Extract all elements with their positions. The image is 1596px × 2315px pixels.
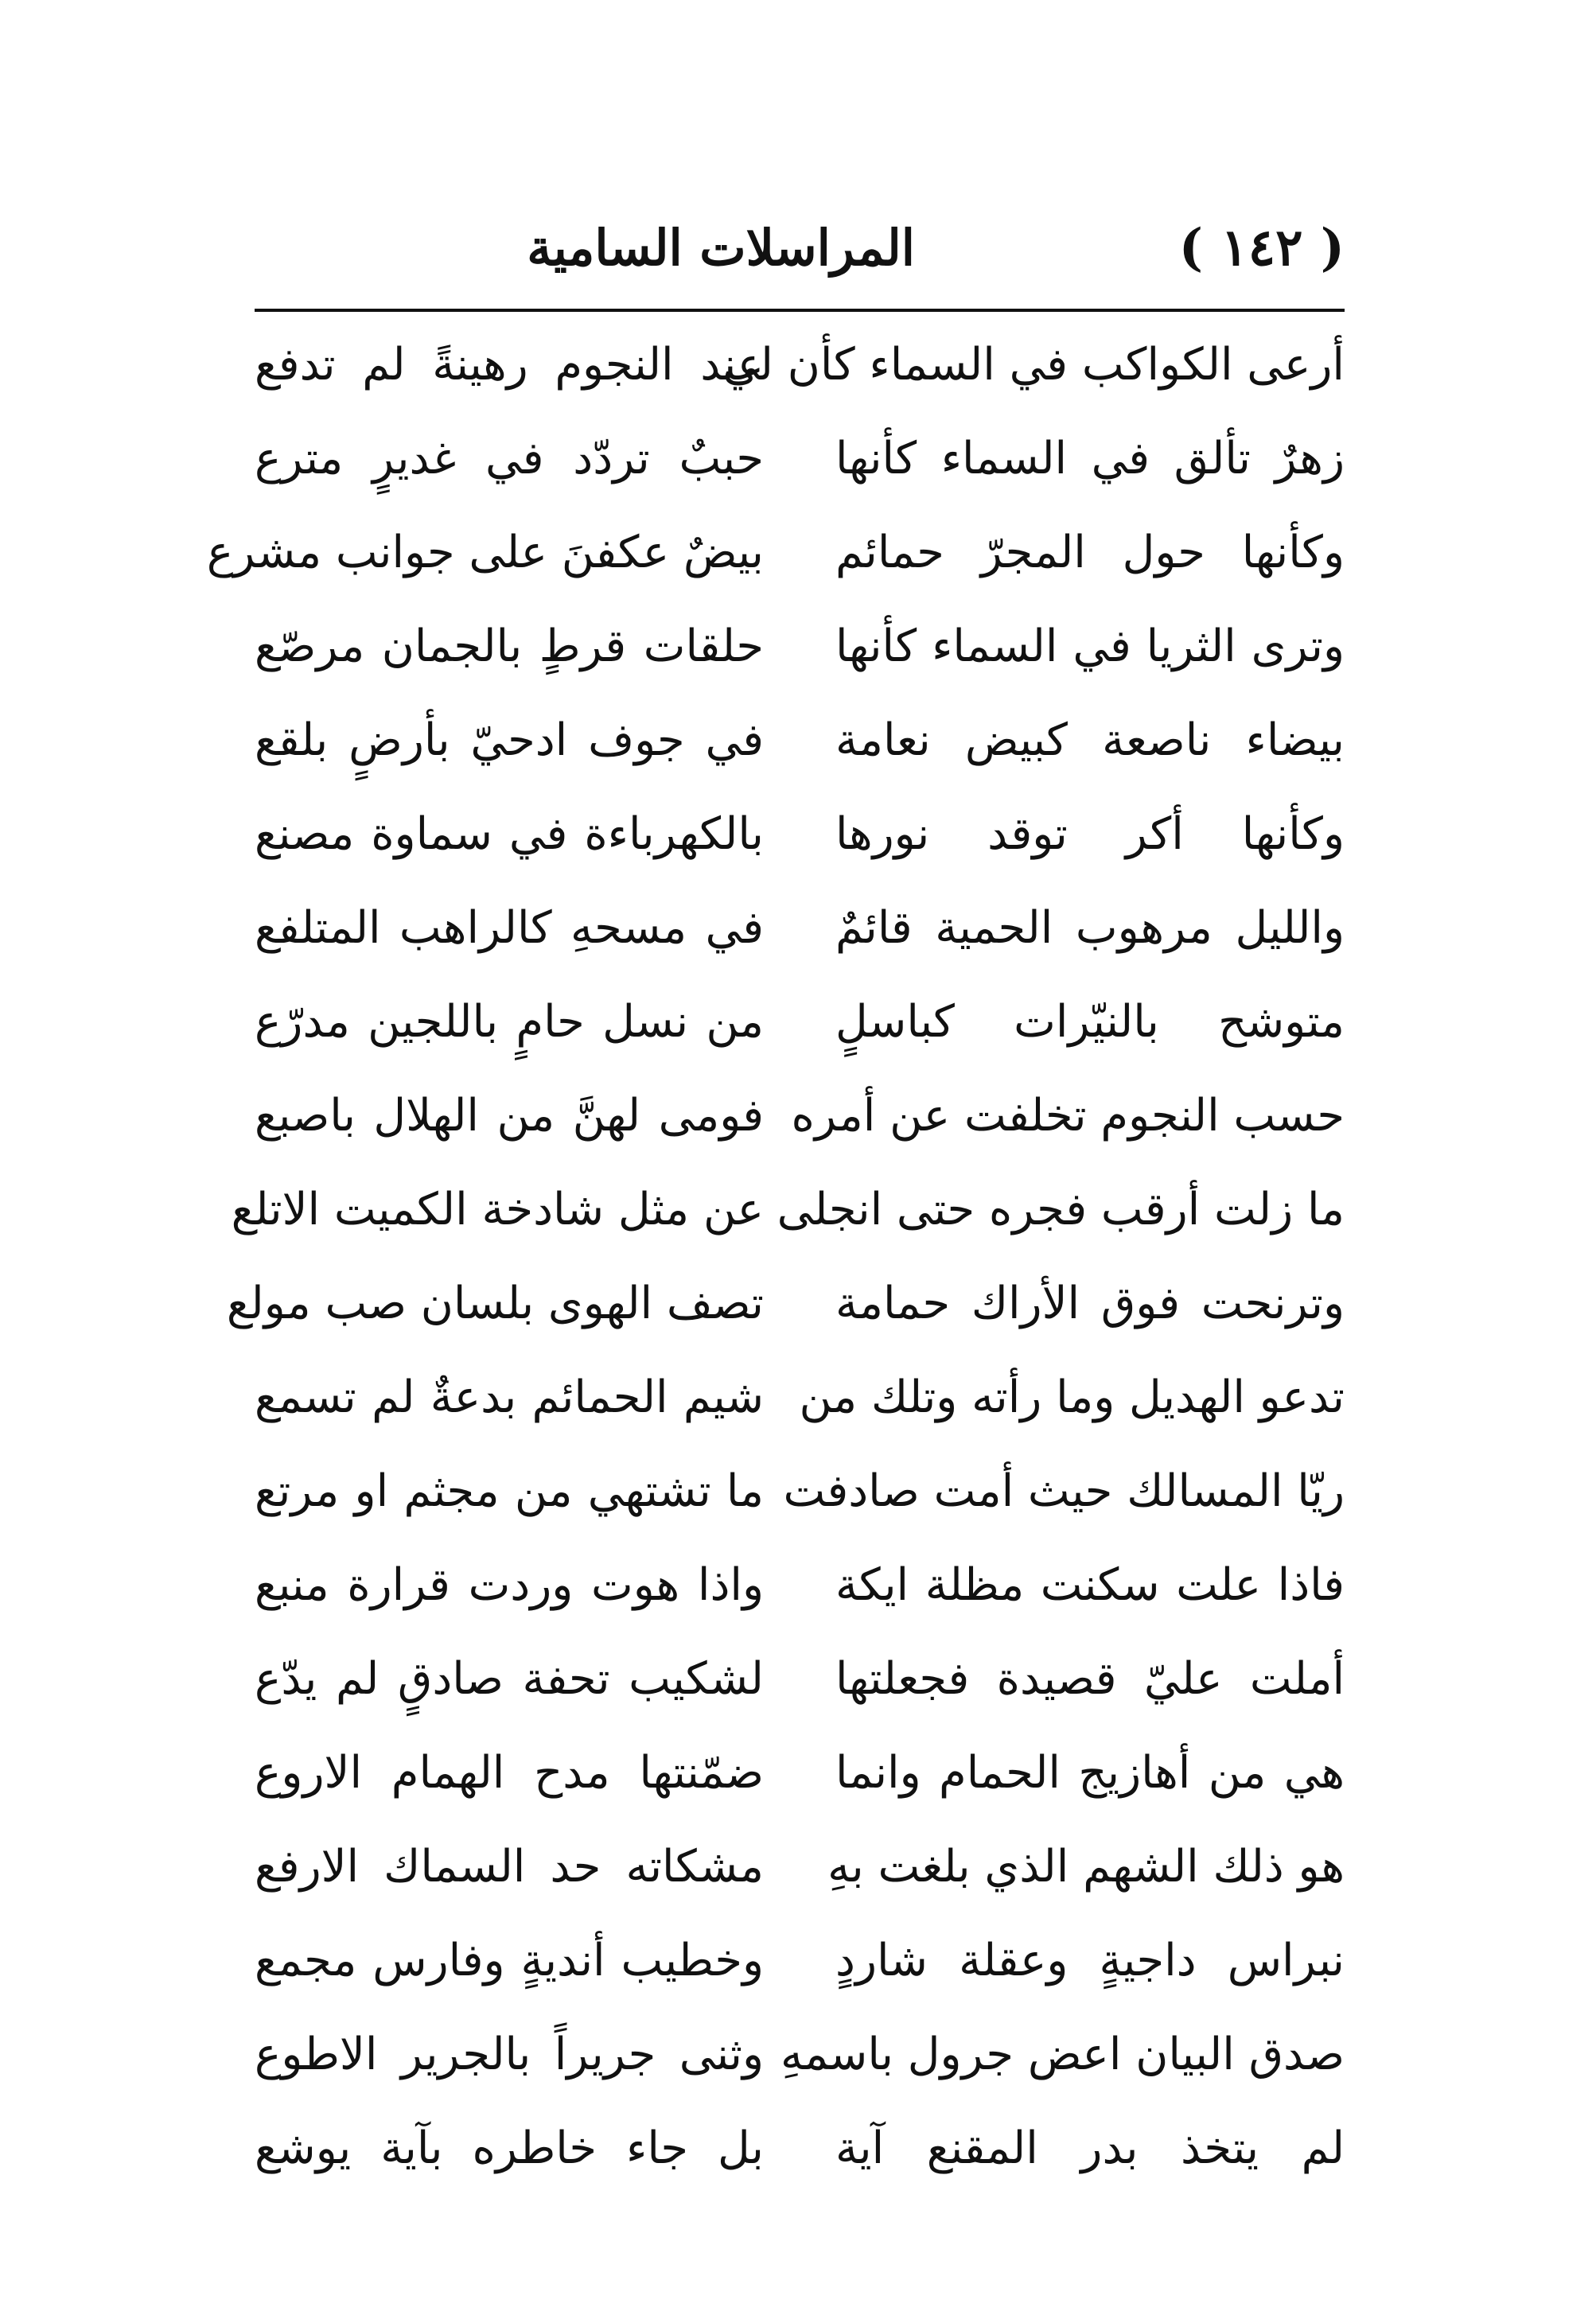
verse-first-hemistich: تدعو الهديل وما رأته وتلك من xyxy=(799,1371,1345,1423)
verse-first-hemistich: وكأنها أكر توقد نورها xyxy=(835,808,1345,860)
verse-first-hemistich: حسب النجوم تخلفت عن أمره xyxy=(791,1090,1345,1142)
verse-second-hemistich: عن مثل شادخة الكميت الاتلع xyxy=(231,1184,764,1235)
verse-first-hemistich: ما زلت أرقب فجره حتى انجلى xyxy=(777,1184,1345,1235)
header-rule xyxy=(255,309,1345,312)
verse-second-hemistich: ضمّنتها مدح الهمام الاروع xyxy=(255,1747,764,1799)
verse-second-hemistich: بل جاء خاطره بآية يوشع xyxy=(255,2122,764,2174)
verse-first-hemistich: متوشح بالنيّرات كباسلٍ xyxy=(835,996,1345,1048)
verse-first-hemistich: أرعى الكواكب في السماء كأن لي xyxy=(722,339,1345,391)
verse-first-hemistich: أملت عليّ قصيدة فجعلتها xyxy=(835,1653,1345,1705)
verse-second-hemistich: شيم الحمائم بدعةٌ لم تسمع xyxy=(255,1371,764,1423)
verse-first-hemistich: هو ذلك الشهم الذي بلغت بهِ xyxy=(827,1841,1345,1893)
verse xyxy=(255,1820,1345,1914)
verse-second-hemistich: وخطيب أنديةٍ وفارس مجمع xyxy=(255,1935,764,1986)
verse-second-hemistich: حببٌ تردّد في غديرٍ مترع xyxy=(255,433,764,484)
verse-second-hemistich: واذا هوت وردت قرارة منبع xyxy=(255,1559,764,1611)
verse-first-hemistich: صدق البيان اعض جرول باسمهِ xyxy=(780,2029,1345,2080)
verse-second-hemistich: ما تشتهي من مجثم او مرتع xyxy=(255,1465,764,1517)
verse-first-hemistich: والليل مرهوب الحمية قائمٌ xyxy=(835,902,1345,954)
verse-first-hemistich: زهرٌ تألق في السماء كأنها xyxy=(835,433,1345,484)
verse-second-hemistich: من نسل حامٍ باللجين مدرّع xyxy=(255,996,764,1048)
verse-second-hemistich: بالكهرباءة في سماوة مصنع xyxy=(255,808,764,860)
verse xyxy=(255,1539,1345,1632)
verse-first-hemistich: لم يتخذ بدر المقنع آية xyxy=(835,2122,1345,2174)
verse-second-hemistich: عند النجوم رهينةً لم تدفع xyxy=(255,339,764,391)
verse-first-hemistich: وترى الثريا في السماء كأنها xyxy=(835,621,1345,672)
verse xyxy=(255,318,1345,412)
page-number: ( ١٤٢ ) xyxy=(1178,218,1345,278)
verse-second-hemistich: تصف الهوى بلسان صب مولع xyxy=(226,1278,764,1329)
verse xyxy=(255,1069,1345,1163)
verse-first-hemistich: بيضاء ناصعة كبيض نعامة xyxy=(835,714,1345,766)
poem xyxy=(206,318,1345,2196)
verse xyxy=(255,2102,1345,2196)
verse-second-hemistich: بيضٌ عكفنَ على جوانب مشرع xyxy=(206,527,764,578)
running-title: المراسلات السامية xyxy=(527,219,915,277)
verse xyxy=(226,1257,1345,1351)
verse xyxy=(255,694,1345,788)
verse-first-hemistich: وكأنها حول المجرّ حمائم xyxy=(835,527,1345,578)
verse-second-hemistich: في مسحهِ كالراهب المتلفع xyxy=(255,902,764,954)
verse xyxy=(255,788,1345,881)
verse xyxy=(255,881,1345,975)
verse xyxy=(206,506,1345,600)
verse-first-hemistich: فاذا علت سكنت مظلة ايكة xyxy=(835,1559,1345,1611)
verse-first-hemistich: نبراس داجيةٍ وعقلة شاردٍ xyxy=(835,1935,1345,1986)
verse-second-hemistich: حلقات قرطٍ بالجمان مرصّع xyxy=(255,621,764,672)
verse xyxy=(255,1445,1345,1539)
verse xyxy=(255,412,1345,506)
verse xyxy=(255,1914,1345,2008)
verse xyxy=(255,1351,1345,1445)
verse-first-hemistich: هي من أهازيج الحمام وانما xyxy=(835,1747,1345,1799)
verse-second-hemistich: لشكيب تحفة صادقٍ لم يدّع xyxy=(255,1653,764,1705)
verse-second-hemistich: فومى لهنَّ من الهلال باصبع xyxy=(255,1090,764,1142)
verse xyxy=(255,975,1345,1069)
verse-first-hemistich: وترنحت فوق الأراك حمامة xyxy=(835,1278,1345,1329)
verse-second-hemistich: مشكاته حد السماك الارفع xyxy=(255,1841,764,1893)
verse xyxy=(255,1632,1345,1726)
verse-first-hemistich: ريّا المسالك حيث أمت صادفت xyxy=(783,1465,1345,1517)
verse xyxy=(231,1163,1345,1257)
verse-second-hemistich: في جوف ادحيّ بأرضٍ بلقع xyxy=(255,714,764,766)
verse xyxy=(255,600,1345,694)
verse xyxy=(255,1726,1345,1820)
page-header xyxy=(255,208,1345,288)
verse xyxy=(255,2008,1345,2102)
verse-second-hemistich: وثنى جريراً بالجرير الاطوع xyxy=(255,2029,764,2080)
